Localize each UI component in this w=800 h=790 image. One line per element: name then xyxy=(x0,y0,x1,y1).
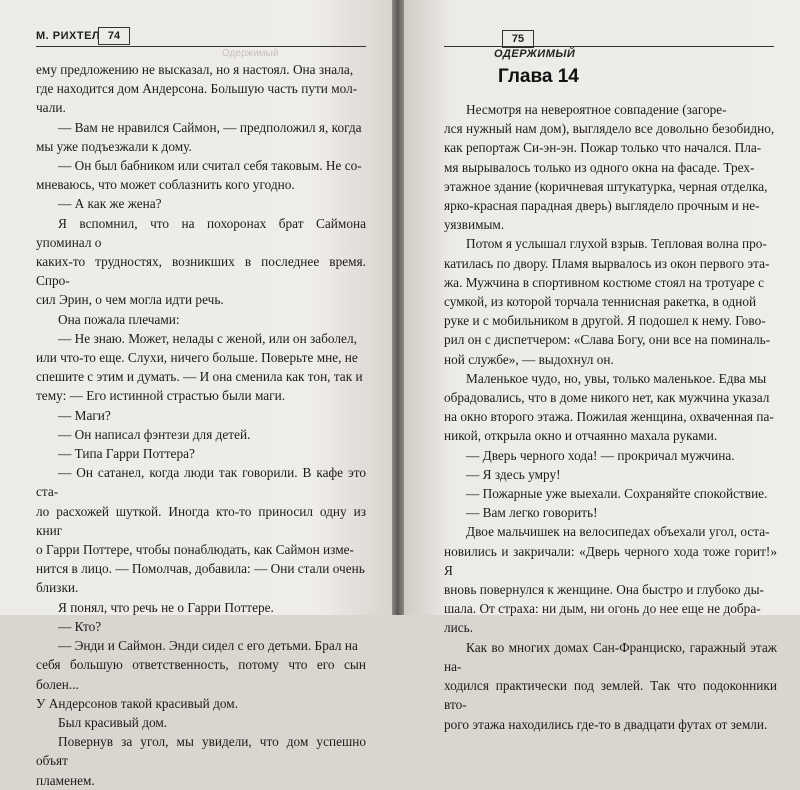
right-line: никой, открыла окно и отчаянно махала руками. xyxy=(444,428,718,444)
right-line: ходился практически под землей. Так что подоконники вто- xyxy=(444,678,777,713)
right-line: Двое мальчишек на велосипедах объехали угол, оста- xyxy=(466,524,770,540)
right-line: Потом я услышал глухой взрыв. Тепловая волна про- xyxy=(466,236,767,252)
left-line: сил Эрин, о чем могла идти речь. xyxy=(36,292,224,308)
right-line: уязвимым. xyxy=(444,217,505,233)
right-line: ярко-красная парадная дверь) выглядело прочным и не- xyxy=(444,198,760,214)
left-line: мневаюсь, что может соблазнить кого угодно. xyxy=(36,177,295,193)
right-body-text xyxy=(444,100,777,734)
right-line: рого этажа находились где-то в двадцати футах от земли. xyxy=(444,716,768,732)
right-page-number: 75 xyxy=(502,30,534,48)
book-gutter xyxy=(392,0,404,615)
left-line: — Он был бабником или считал себя таковым. Не со- xyxy=(58,158,362,174)
right-page xyxy=(404,0,800,732)
left-line: — Не знаю. Может, нелады с женой, или он заболел, xyxy=(58,330,357,346)
left-page xyxy=(0,0,392,788)
left-line: нится в лицо. — Помолчав, добавила: — Они стали очень xyxy=(36,561,365,577)
chapter-title: Глава 14 xyxy=(498,66,579,87)
left-line: — Вам не нравился Саймон, — предположил я, когда xyxy=(58,119,362,135)
right-line: обрадовались, что в доме никого нет, как мужчина указал xyxy=(444,390,770,406)
ghost-text: Одержимый xyxy=(222,48,279,59)
right-running-head: ОДЕРЖИМЫЙ xyxy=(494,48,576,60)
left-line: близки. xyxy=(36,580,79,596)
right-line: Маленькое чудо, но, увы, только маленькое. Едва мы xyxy=(466,370,767,386)
right-line: Как во многих домах Сан-Франциско, гаражный этаж на- xyxy=(444,639,777,674)
right-line: катилась по двору. Пламя вырвалось из окон первого эта- xyxy=(444,255,770,271)
right-line: ной службе», — выдохнул он. xyxy=(444,351,614,367)
right-line: этажное здание (коричневая штукатурка, черная отделка, xyxy=(444,178,768,194)
left-line: каких-то трудностях, возникших в последнее время. Спро- xyxy=(36,254,366,289)
right-line: — Пожарные уже выехали. Сохраняйте спокойствие. xyxy=(466,486,768,502)
right-line: новились и закричали: «Дверь черного хода тоже горит!» Я xyxy=(444,543,777,578)
left-line: или что-то еще. Слухи, ничего больше. Поверьте мне, не xyxy=(36,350,358,366)
left-line: У Андерсонов такой красивый дом. xyxy=(36,695,239,711)
right-header-rule xyxy=(444,46,774,47)
left-line: ему предложению не высказал, но я настоял. Она знала, xyxy=(36,62,354,77)
right-line: рил он с диспетчером: «Слава Богу, они все на поминаль- xyxy=(444,332,771,348)
left-line: Повернув за угол, мы увидели, что дом успешно объят xyxy=(36,734,366,769)
left-body-text xyxy=(36,60,366,790)
left-line: чали. xyxy=(36,100,66,116)
left-line: Она пожала плечами: xyxy=(58,311,180,327)
left-line: — Типа Гарри Поттера? xyxy=(58,446,195,462)
right-line: лись. xyxy=(444,620,474,636)
left-line: Я понял, что речь не о Гарри Поттере. xyxy=(58,599,274,615)
left-line: — Энди и Саймон. Энди сидел с его детьми. Брал на xyxy=(58,638,358,654)
left-line: мы уже подъезжали к дому. xyxy=(36,138,192,154)
left-running-head: М. РИХТЕЛ xyxy=(36,30,101,42)
right-line: вновь повернулся к женщине. Она быстро и глубоко ды- xyxy=(444,582,764,598)
left-line: — Кто? xyxy=(58,618,102,634)
right-line: сумкой, из которой торчала теннисная ракетка, в одной xyxy=(444,294,757,310)
left-page-number: 74 xyxy=(98,27,130,45)
left-header-rule xyxy=(36,46,366,47)
left-line: — Он написал фэнтези для детей. xyxy=(58,426,251,442)
right-line: лся нужный нам дом), выглядело все довольно безобидно, xyxy=(444,121,775,137)
right-line: мя вырывалось только из одного окна на фасаде. Трех- xyxy=(444,159,755,175)
left-line: о Гарри Поттере, чтобы понаблюдать, как Саймон изме- xyxy=(36,542,354,558)
left-line: где находится дом Андерсона. Большую часть пути мол- xyxy=(36,81,358,97)
right-line: шала. От страха: ни дым, ни огонь до нее еще не добра- xyxy=(444,601,761,617)
left-line: тему: — Его истинной страстью были маги. xyxy=(36,388,286,404)
right-line: руке и с мобильником в другой. Я подошел к нему. Гово- xyxy=(444,313,766,329)
left-line: спешите с этим и думать. — И она сменила как тон, так и xyxy=(36,369,363,385)
left-line: Был красивый дом. xyxy=(58,714,168,730)
left-line: пламенем. xyxy=(36,772,95,788)
left-line: ло расхожей шуткой. Иногда кто-то приносил одну из книг xyxy=(36,503,366,538)
right-line: Несмотря на невероятное совпадение (загоре- xyxy=(466,102,727,117)
left-line: — Он сатанел, когда люди так говорили. В кафе это ста- xyxy=(36,465,366,500)
right-line: на окно второго этажа. Пожилая женщина, охваченная па- xyxy=(444,409,774,425)
right-line: как репортаж Си-эн-эн. Пожар только что начался. Пла- xyxy=(444,140,762,156)
right-line: — Вам легко говорить! xyxy=(466,505,598,521)
right-line: — Дверь черного хода! — прокричал мужчина. xyxy=(466,447,735,463)
left-line: себя большую ответственность, потому что его сын болен... xyxy=(36,657,366,692)
right-line: — Я здесь умру! xyxy=(466,466,561,482)
right-line: жа. Мужчина в спортивном костюме стоял на тротуаре с xyxy=(444,274,765,290)
left-line: — Маги? xyxy=(58,407,111,423)
left-line: Я вспомнил, что на похоронах брат Саймона упоминал о xyxy=(36,215,366,250)
left-line: — А как же жена? xyxy=(58,196,162,212)
